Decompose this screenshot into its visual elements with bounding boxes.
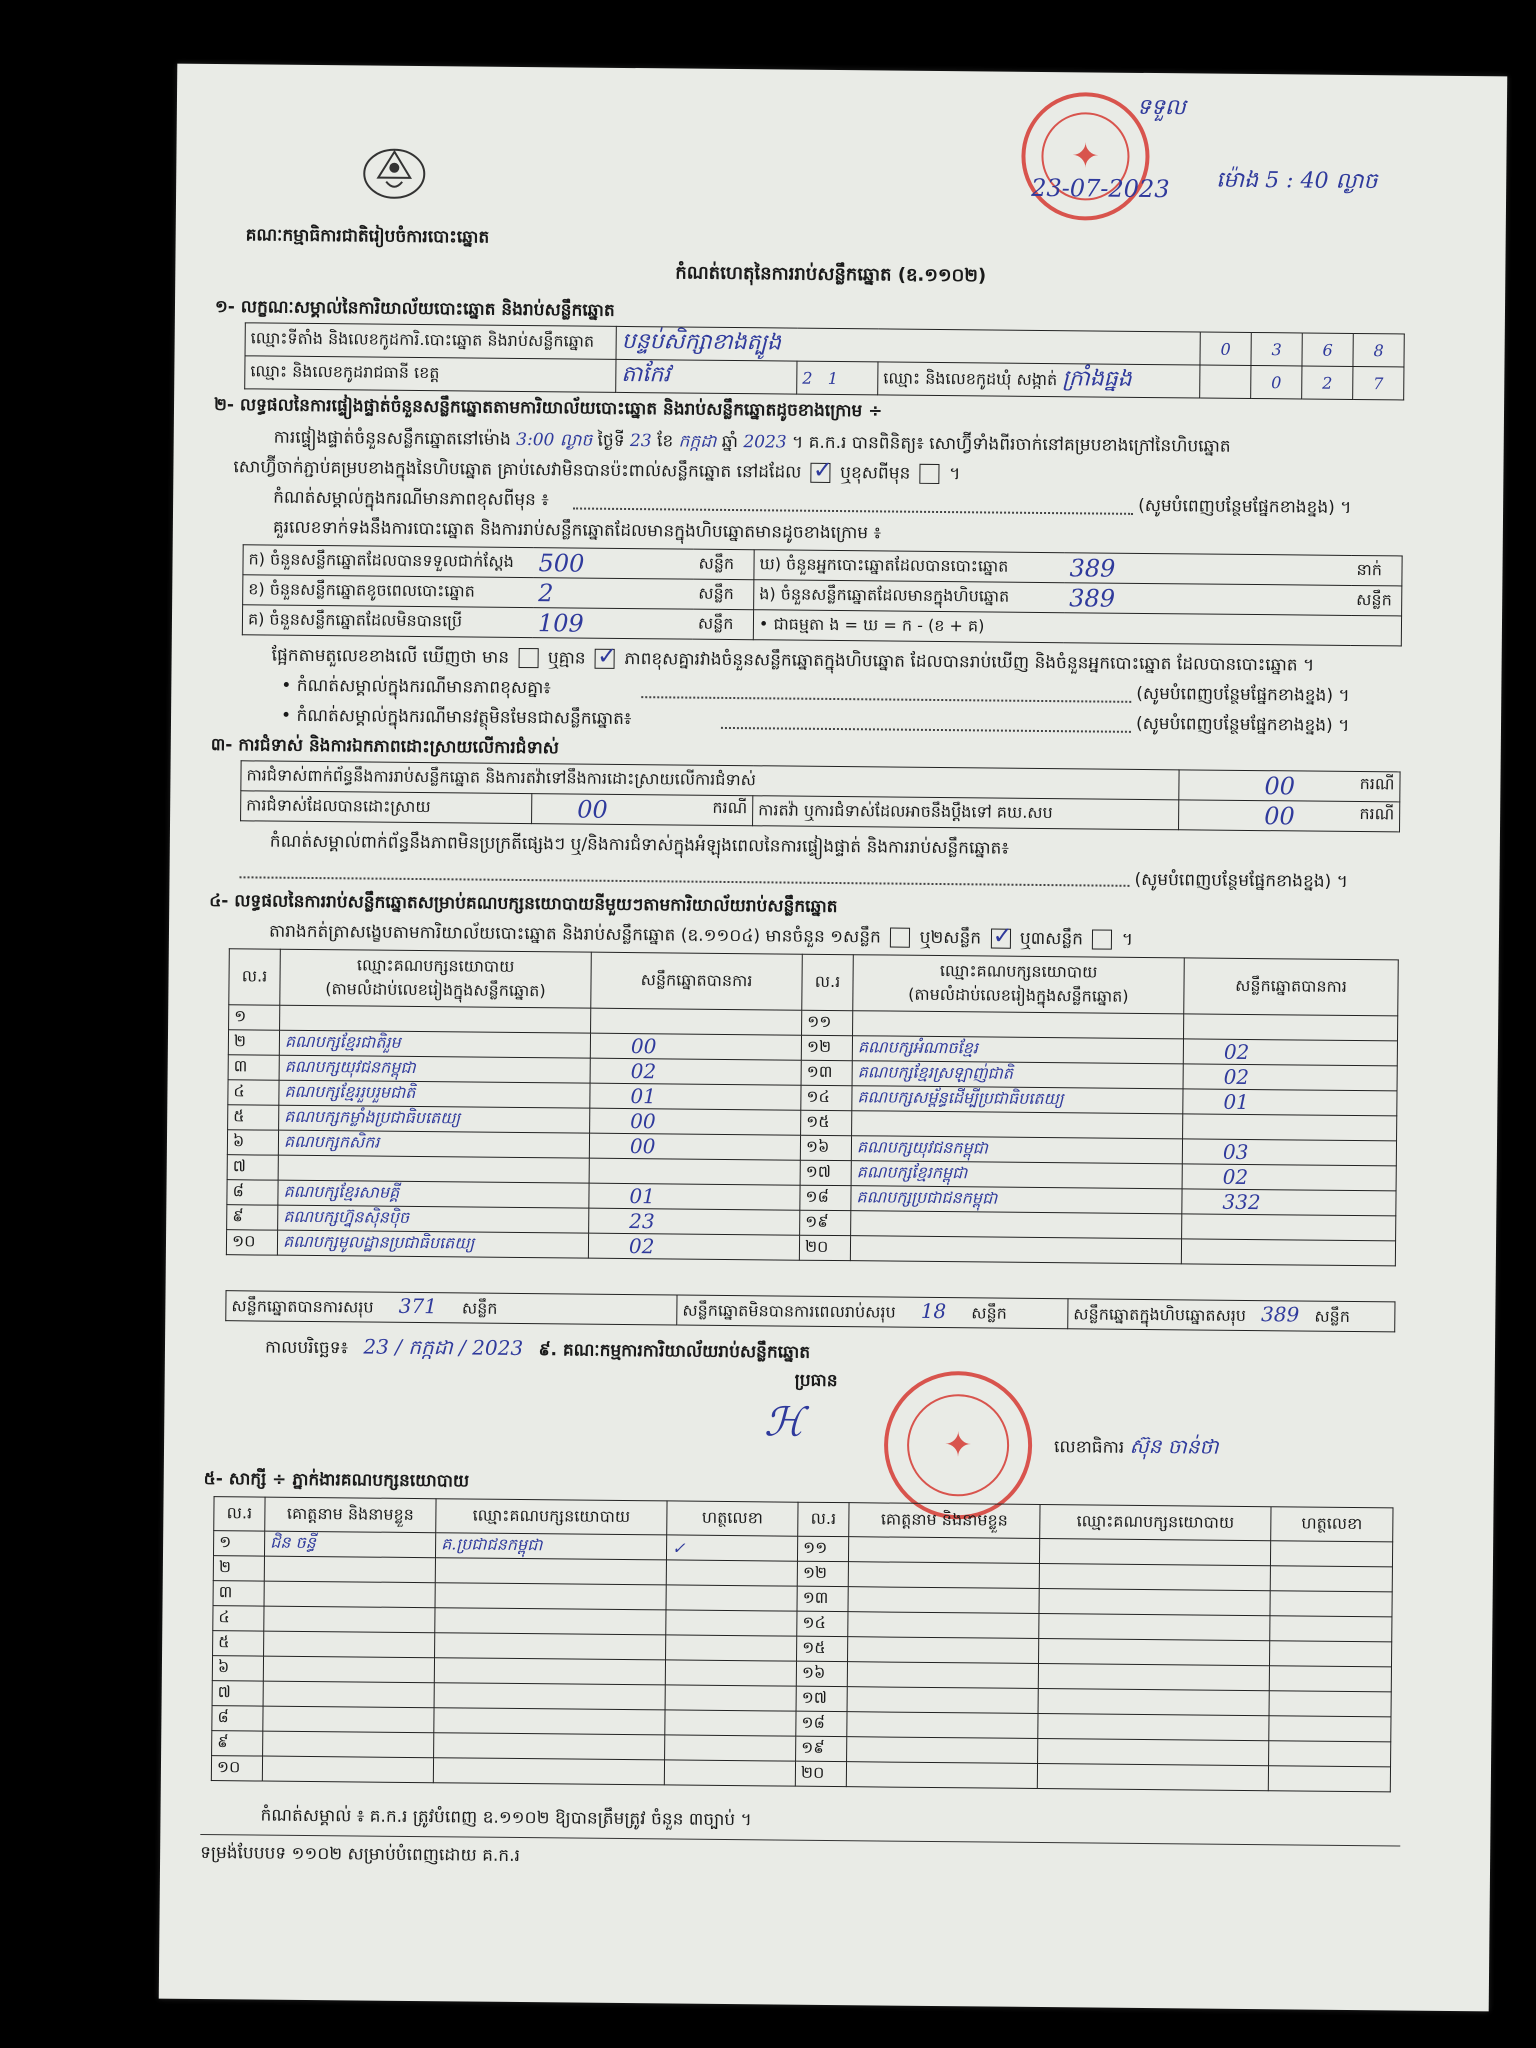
results-party-cell: [853, 1011, 1184, 1039]
col-votes: សន្លឹកឆ្នោតបានការ: [591, 952, 803, 1010]
col-votes: សន្លឹកឆ្នោតបានការ: [1184, 958, 1399, 1016]
witness-sign-cell: [666, 1585, 797, 1611]
witness-party-cell: [1039, 1589, 1270, 1616]
witness-sign-cell: [1269, 1741, 1391, 1767]
results-party-cell: [851, 1211, 1182, 1239]
results-votes-cell: [1184, 1014, 1398, 1041]
commune-label: ឈ្មោះ និងលេខកូដឃុំ សង្កាត់: [883, 368, 1058, 390]
witness-party-cell: [1039, 1539, 1270, 1566]
note1: កំណត់សម្គាល់ក្នុងករណីមានភាពខុសពីមុន ៖: [273, 487, 549, 511]
witness-party-cell: [435, 1558, 666, 1585]
results-no-cell: ១២: [801, 1035, 852, 1060]
chair-signature: ℋ: [764, 1399, 805, 1446]
appeal-value-cell: [1179, 800, 1400, 832]
results-no-cell: ១០: [226, 1230, 277, 1255]
one-sheet-checkbox[interactable]: [890, 928, 910, 948]
province-code-digit: 2: [802, 368, 813, 388]
count-value-text: 389: [1069, 553, 1116, 583]
secretary-label: លេខាធិការ: [1053, 1437, 1125, 1458]
note1-hint: (សូមបំពេញបន្ថែមផ្នែកខាងខ្នង) ។: [1138, 495, 1352, 518]
results-party-cell: គណបក្សមូលដ្ឋានប្រជាធិបតេយ្យ: [277, 1230, 588, 1258]
witness-sign-cell: [1270, 1591, 1392, 1617]
results-no-cell: ៣: [228, 1055, 279, 1080]
province-label: ឈ្មោះ និងលេខកូដរាជធានី ខេត្ត: [245, 356, 616, 393]
p1-b: ថ្ងៃទី: [597, 430, 625, 451]
count-value: [1064, 553, 1351, 586]
col-party-sub: (តាមលំដាប់លេខរៀងក្នុងសន្លឹកឆ្នោត): [325, 978, 546, 1000]
total-invalid-value: 18: [920, 1298, 947, 1324]
witness-no-cell: ១០: [211, 1756, 262, 1781]
col-no: ល.រ: [229, 949, 281, 1005]
section2-paragraph1: [274, 427, 1231, 461]
witness-name-cell: [263, 1681, 434, 1708]
results-votes-cell: 23: [589, 1208, 800, 1235]
office-code-digit: 6: [1302, 333, 1353, 366]
results-party-cell: គណបក្សប្រជាជនកម្ពុជា: [851, 1186, 1182, 1214]
witness-sign-cell: ✓: [666, 1535, 797, 1561]
count-label: ខ) ចំនួនសន្លឹកឆ្នោតខូចពេលបោះឆ្នោត: [243, 575, 534, 608]
results-votes-cell: 01: [1183, 1089, 1397, 1116]
results-votes-cell: 02: [1183, 1039, 1397, 1066]
results-party-cell: គណបក្សសម្ព័ន្ធដើម្បីប្រជាធិបតេយ្យ: [852, 1086, 1183, 1114]
witness-no-cell: ៩: [212, 1731, 263, 1756]
witness-sign-cell: [665, 1710, 796, 1736]
verify-time: 3:00 ល្ងាច: [516, 429, 593, 451]
section1-heading: ១- លក្ខណៈសម្គាល់នៃការិយាល័យបោះឆ្នោត និងរាប់សន្លឹកឆ្នោត: [214, 297, 615, 321]
objection-value: 00: [1264, 771, 1296, 800]
col-party-title: ឈ្មោះគណបក្សនយោបាយ: [356, 954, 515, 976]
office-code-digit: 3: [1251, 332, 1302, 365]
witness-no-cell: ២០: [795, 1761, 846, 1786]
bullet2-dotted-line: [721, 727, 1131, 733]
witness-name-cell: [264, 1606, 435, 1633]
verify-day: 23: [629, 431, 652, 452]
bullet1-dotted-line: [641, 696, 1131, 703]
total-valid-unit: សន្លឹក: [461, 1298, 498, 1318]
results-party-cell: [852, 1111, 1183, 1139]
receipt-time: ម៉ោង 5 : 40 ល្ងាច: [1216, 167, 1378, 195]
witness-sign-cell: [1269, 1666, 1391, 1692]
no-difference-checkbox[interactable]: [595, 649, 615, 669]
results-party-cell: គណបក្សខ្មែរជាតិរួម: [279, 1030, 590, 1058]
results-votes-cell: 332: [1182, 1189, 1396, 1216]
witness-name-cell: [847, 1687, 1038, 1714]
results-votes-cell: 02: [1183, 1064, 1397, 1091]
objection-unit: ករណី: [1359, 773, 1395, 793]
commune-label-cell: [878, 362, 1200, 398]
witness-no-cell: ១៦: [796, 1661, 847, 1686]
results-party-cell: គណបក្សអំណាចខ្មែរ: [852, 1036, 1183, 1064]
results-votes-cell: 02: [1182, 1164, 1396, 1191]
three-sheet-checkbox[interactable]: [1092, 929, 1112, 949]
count-value-text: 389: [1069, 583, 1116, 613]
witness-sign-cell: [664, 1760, 795, 1786]
results-votes-cell: [1181, 1239, 1395, 1266]
formula: • ជាធម្មតា ង = ឃ = ក - (ខ + គ): [753, 610, 1401, 646]
results-no-cell: ១៧: [800, 1160, 851, 1185]
receipt-seal-stamp: ✦: [1021, 92, 1150, 221]
objection-table: [240, 760, 1401, 832]
witness-party-cell: [1039, 1639, 1270, 1666]
witness-name-cell: [264, 1581, 435, 1608]
w-col-no: ល.រ: [214, 1497, 265, 1531]
resolved-unit: ករណី: [712, 797, 748, 817]
witness-party-cell: [1038, 1713, 1269, 1740]
objection-value-cell: [1179, 770, 1400, 802]
results-no-cell: ១៣: [801, 1060, 852, 1085]
total-valid-value: 371: [398, 1293, 437, 1319]
results-votes-cell: 02: [590, 1058, 801, 1085]
commune-code-digit: 0: [1251, 365, 1302, 398]
results-party-cell: គណបក្សខ្មែរស្រឡាញ់ជាតិ: [852, 1061, 1183, 1089]
witness-name-cell: [263, 1731, 434, 1758]
province-code: [797, 361, 878, 395]
office-code-digit: 0: [1200, 332, 1251, 365]
results-votes-cell: 00: [589, 1133, 800, 1160]
col-party: [853, 955, 1185, 1014]
total-invalid-unit: សន្លឹក: [971, 1303, 1007, 1323]
count-table: [242, 544, 1403, 646]
witness-party-cell: [434, 1683, 665, 1710]
committee-line: ៩. គណៈកម្មការការិយាល័យរាប់សន្លឹកឆ្នោត: [538, 1340, 811, 1363]
count-value: [533, 608, 693, 640]
results-no-cell: ១៩: [800, 1210, 851, 1235]
results-no-cell: ១៨: [800, 1185, 851, 1210]
witness-sign-cell: [1270, 1616, 1392, 1642]
results-party-cell: [850, 1236, 1181, 1264]
witness-name-cell: [848, 1587, 1039, 1614]
results-party-cell: [280, 1005, 591, 1033]
witness-no-cell: ៥: [213, 1631, 264, 1656]
committee-name: គណៈកម្មាធិការជាតិរៀបចំការបោះឆ្នោត: [245, 225, 490, 248]
form-title: កំណត់ហេតុនៃការរាប់សន្លឹកឆ្នោត (ឧ.១១០២): [675, 262, 987, 287]
w-col-sign: ហត្ថលេខា: [1271, 1507, 1393, 1542]
witness-name-cell: [848, 1537, 1039, 1564]
office-label: ឈ្មោះទីតាំង និងលេខកូដការិ.បោះឆ្នោត និងរាប់សន្លឹកឆ្នោត: [245, 323, 616, 360]
results-table: [226, 948, 1399, 1266]
witness-no-cell: ៨: [212, 1706, 263, 1731]
results-votes-cell: [1182, 1214, 1396, 1241]
witness-sign-cell: [1268, 1766, 1390, 1792]
count-unit: សន្លឹក: [1351, 585, 1402, 615]
results-votes-cell: [591, 1008, 802, 1035]
witness-no-cell: ៤: [213, 1606, 264, 1631]
bullet1: • កំណត់សម្គាល់ក្នុងករណីមានភាពខុសគ្នា៖: [281, 675, 551, 699]
witness-party-cell: [434, 1658, 665, 1685]
witness-no-cell: ៧: [212, 1681, 263, 1706]
witness-party-cell: [1038, 1738, 1269, 1765]
count-label: ក) ចំនួនសន្លឹកឆ្នោតដែលបានទទួលជាក់ស្តែង: [243, 545, 534, 578]
count-unit: សន្លឹក: [693, 579, 754, 610]
witness-sign-cell: [1269, 1691, 1391, 1717]
witness-table: [211, 1496, 1394, 1792]
witness-name-cell: [846, 1762, 1037, 1789]
p1-c: ខែ: [656, 431, 674, 452]
count-value-text: 2: [538, 578, 554, 607]
witness-name-cell: [847, 1662, 1038, 1689]
witness-no-cell: ១៩: [796, 1736, 847, 1761]
compare-line: [272, 645, 1315, 680]
witness-name-cell: [848, 1562, 1039, 1589]
cambodia-emblem-icon: [358, 137, 431, 204]
results-no-cell: ១៤: [801, 1085, 852, 1110]
results-party-cell: គណបក្សខ្មែរកម្ពុជា: [851, 1161, 1182, 1189]
section1-table: [244, 322, 1405, 400]
intro-a: តារាងកត់ត្រាសង្ខេបតាមការិយាល័យបោះឆ្នោត និងរាប់សន្លឹកឆ្នោត (ឧ.១១០៤) មានចំនួន ១សន្លឹក: [268, 921, 881, 948]
verify-month: កក្កដា: [678, 431, 717, 452]
witness-name-cell: [264, 1556, 435, 1583]
witness-party-cell: គ.ប្រជាជនកម្ពុជា: [435, 1533, 666, 1560]
section4-intro: តារាងកត់ត្រាសង្ខេបតាមការិយាល័យបោះឆ្នោត និងរាប់សន្លឹកឆ្នោត (ឧ.១១០៤) មានចំនួន ១សន្លឹក ឬ២សន្លឹក ✓ ឬ៣សន្លឹក ។: [269, 921, 1133, 954]
count-label: គ) ចំនួនសន្លឹកឆ្នោតដែលមិនបានប្រើ: [242, 605, 533, 638]
w-col-name: គោត្តនាម និងនាមខ្លួន: [849, 1503, 1040, 1539]
w-col-no: ល.រ: [798, 1502, 849, 1536]
receipt-date: 23-07-2023: [1031, 173, 1170, 204]
witness-party-cell: [434, 1708, 665, 1735]
results-no-cell: ៦: [227, 1130, 278, 1155]
section2-paragraph3: គួរលេខទាក់ទងនឹងការបោះឆ្នោត និងការរាប់សន្លឹកឆ្នោតដែលមានក្នុងហិបឆ្នោតមានដូចខាងក្រោម ៖: [272, 517, 882, 544]
form-footer: ទម្រង់បែបបទ ១១០២ សម្រាប់បំពេញដោយ គ.ក.រ: [200, 1842, 521, 1867]
results-party-cell: គណបក្សកសិករ: [278, 1130, 589, 1158]
results-no-cell: ១១: [802, 1010, 853, 1035]
changed-checkbox[interactable]: [920, 464, 940, 484]
commune-value: ក្រាំងធ្នង: [1062, 366, 1132, 392]
total-valid-cell: [226, 1291, 677, 1325]
p2-b: ឬខុសពីមុន: [840, 463, 911, 484]
resolved-value-cell: [532, 794, 753, 826]
results-party-cell: គណបក្សកម្លាំងប្រជាធិបតេយ្យ: [279, 1105, 590, 1133]
totals-table: [225, 1290, 1395, 1332]
results-no-cell: ៧: [227, 1155, 278, 1180]
total-valid-label: សន្លឹកឆ្នោតបានការសរុប: [231, 1296, 374, 1317]
section3-hint: (សូមបំពេញបន្ថែមផ្នែកខាងខ្នង) ។: [1134, 869, 1348, 892]
results-no-cell: ១៦: [800, 1135, 851, 1160]
witness-sign-cell: [1270, 1566, 1392, 1592]
total-box-unit: សន្លឹក: [1314, 1306, 1351, 1326]
witness-no-cell: ១៣: [797, 1586, 848, 1611]
two-sheet-checkbox[interactable]: [990, 929, 1010, 949]
count-value-text: 500: [538, 548, 585, 578]
bullet1-hint: (សូមបំពេញបន្ថែមផ្នែកខាងខ្នង) ។: [1136, 683, 1350, 706]
witness-sign-cell: [666, 1610, 797, 1636]
ballot-count-form: [159, 64, 1508, 2012]
section3-dotted-line: [240, 876, 1130, 887]
witness-sign-cell: [1269, 1641, 1391, 1667]
witness-party-cell: [433, 1758, 664, 1785]
province-code-digit: 1: [827, 368, 839, 388]
witness-sign-cell: [665, 1685, 796, 1711]
results-no-cell: ៨: [227, 1180, 278, 1205]
secretary-line: [1054, 1432, 1219, 1464]
witness-no-cell: ១៧: [796, 1686, 847, 1711]
count-value: [533, 548, 693, 580]
results-no-cell: ១: [229, 1005, 280, 1030]
witness-sign-cell: [1270, 1541, 1392, 1567]
resolved-value: 00: [577, 795, 608, 824]
province-value: តាកែវ: [616, 359, 797, 394]
resolved-label: ការជំទាស់ដែលបានដោះស្រាយ: [241, 791, 532, 824]
witness-party-cell: [435, 1583, 666, 1610]
count-unit: សន្លឹក: [693, 609, 754, 640]
total-invalid-cell: [677, 1295, 1068, 1329]
witness-no-cell: ១១: [797, 1536, 848, 1561]
office-seal-stamp: ✦: [883, 1371, 1032, 1520]
section3-heading: ៣- ការជំទាស់ និងការឯកភាពដោះស្រាយលើការជំទាស់: [210, 735, 559, 759]
count-label: ឃ) ចំនួនអ្នកបោះឆ្នោតដែលបានបោះឆ្នោត: [754, 550, 1065, 583]
count-unit: សន្លឹក: [693, 549, 754, 580]
section5-heading: ៥- សាក្សី ÷ ភ្នាក់ងារគណបក្សនយោបាយ: [203, 1468, 470, 1492]
total-box-cell: [1068, 1299, 1395, 1332]
appeal-value: 00: [1264, 801, 1295, 830]
section4-heading: ៤- លទ្ធផលនៃការរាប់សន្លឹកឆ្នោតសម្រាប់គណបក្សនយោបាយនីមួយៗតាមការិយាល័យរាប់សន្លឹកឆ្នោត: [209, 891, 838, 918]
bullet2-hint: (សូមបំពេញបន្ថែមផ្នែកខាងខ្នង) ។: [1135, 713, 1350, 736]
results-votes-cell: [1183, 1114, 1397, 1141]
col-party-sub: (តាមលំដាប់លេខរៀងក្នុងសន្លឹកឆ្នោត): [908, 984, 1129, 1006]
results-party-cell: [278, 1155, 589, 1183]
verify-year: 2023: [743, 432, 787, 453]
section2-heading: ២- លទ្ធផលនៃការផ្ទៀងផ្ទាត់ចំនួនសន្លឹកឆ្នោតតាមការិយាល័យបោះឆ្នោត និងរាប់សន្លឹកឆ្នោតដូចខាងក្រោម ÷: [213, 395, 883, 422]
witness-no-cell: ១៤: [797, 1611, 848, 1636]
count-label: ង) ចំនួនសន្លឹកឆ្នោតដែលមានក្នុងហិបឆ្នោត: [754, 580, 1065, 613]
bullet2: • កំណត់សម្គាល់ក្នុងករណីមានវត្ថុមិនមែនជាសន្លឹកឆ្នោត៖: [280, 705, 632, 730]
w-col-party: ឈ្មោះគណបក្សនយោបាយ: [1040, 1505, 1271, 1541]
date-value: 23 / កក្កដា / 2023: [363, 1334, 524, 1361]
witness-sign-cell: [1269, 1716, 1391, 1742]
witness-name-cell: [848, 1612, 1039, 1639]
witness-name-cell: [847, 1712, 1038, 1739]
witness-sign-cell: [665, 1735, 796, 1761]
results-party-cell: គណបក្សហ្វ៊ុនស៊ិនប៉ិច: [278, 1205, 589, 1233]
witness-name-cell: [262, 1756, 433, 1783]
results-party-cell: គណបក្សខ្មែរសាមគ្គី: [278, 1180, 589, 1208]
col-no: ល.រ: [802, 954, 854, 1010]
count-value: [533, 578, 693, 610]
results-no-cell: ៤: [228, 1080, 279, 1105]
results-party-cell: គណបក្សយុវជនកម្ពុជា: [851, 1136, 1182, 1164]
results-no-cell: ៩: [227, 1205, 278, 1230]
compare-c: ភាពខុសគ្នារវាងចំនួនសន្លឹកឆ្នោតក្នុងហិបឆ្នោត ដែលបានរាប់ឃើញ និងចំនួនអ្នកបោះឆ្នោត ដែលបានបោះឆ្នោត ។: [624, 648, 1315, 676]
results-no-cell: ២០: [799, 1235, 850, 1260]
witness-party-cell: [1038, 1664, 1269, 1691]
w-col-name: គោត្តនាម និងនាមខ្លួន: [265, 1497, 436, 1533]
intro-c: ឬ៣សន្លឹក: [1019, 928, 1084, 950]
witness-name-cell: [264, 1631, 435, 1658]
witness-name-cell: [847, 1737, 1038, 1764]
witness-no-cell: ៣: [213, 1581, 264, 1606]
witness-party-cell: [435, 1633, 666, 1660]
compare-b: ឬគ្មាន: [547, 648, 586, 669]
count-value-text: 109: [537, 608, 584, 638]
p1-a: ការផ្ទៀងផ្ទាត់ចំនួនសន្លឹកឆ្នោតនៅម៉ោង: [273, 427, 511, 450]
p1-e: ។ គ.ក.រ បានពិនិត្យ៖ សោហ្វ៊ីទាំងពីរចាក់នៅគម្របខាងក្រៅនៃហិបឆ្នោត: [791, 432, 1231, 457]
witness-name-cell: [263, 1656, 434, 1683]
note1-dotted-line: [573, 507, 1133, 514]
receipt-received: ទទួល: [1136, 94, 1186, 121]
w-col-party: ឈ្មោះគណបក្សនយោបាយ: [436, 1499, 667, 1535]
witness-party-cell: [434, 1733, 665, 1760]
total-box-label: សន្លឹកឆ្នោតក្នុងហិបឆ្នោតសរុប: [1073, 1304, 1247, 1325]
witness-sign-cell: [666, 1635, 797, 1661]
chair-title: ប្រធាន: [794, 1370, 838, 1392]
secretary-name: ស៊ុន ចាន់ថា: [1129, 1433, 1219, 1459]
witness-no-cell: ១: [213, 1531, 264, 1556]
witness-party-cell: [435, 1608, 666, 1635]
witness-no-cell: ១៨: [796, 1711, 847, 1736]
witness-no-cell: ១២: [797, 1561, 848, 1586]
results-votes-cell: 00: [590, 1033, 801, 1060]
results-party-cell: គណបក្សខ្មែររួបរួមជាតិ: [279, 1080, 590, 1108]
witness-party-cell: [1039, 1614, 1270, 1641]
witness-name-cell: [263, 1706, 434, 1733]
results-votes-cell: [589, 1158, 800, 1185]
compare-a: ផ្អែកតាមតួលេខខាងលើ ឃើញថា មាន: [271, 645, 510, 668]
total-box-value: 389: [1260, 1302, 1300, 1327]
witness-no-cell: ២: [213, 1556, 264, 1581]
results-no-cell: ១៥: [801, 1110, 852, 1135]
witness-party-cell: [1037, 1763, 1268, 1790]
w-col-sign: ហត្ថលេខា: [667, 1501, 798, 1536]
witness-sign-cell: [665, 1660, 796, 1686]
appeal-label: ការតវ៉ា ឬការជំទាស់ដែលអាចនឹងប្តឹងទៅ គឃ.សប: [753, 796, 1179, 830]
results-no-cell: ២: [228, 1030, 279, 1055]
section3-note: កំណត់សម្គាល់ពាក់ព័ន្ធនឹងភាពមិនប្រក្រតីផ្សេងៗ ឬ/និងការជំទាស់ក្នុងអំឡុងពេលនៃការផ្ទៀងផ្ទាត់ និងការរាប់សន្លឹកឆ្នោត៖: [269, 831, 1009, 859]
appeal-unit: ករណី: [1359, 803, 1395, 823]
results-votes-cell: 01: [590, 1083, 801, 1110]
footnote: កំណត់សម្គាល់ ៖ គ.ក.រ ត្រូវបំពេញ ឧ.១១០២ ឱ្យបានត្រឹមត្រូវ ចំនួន ៣ច្បាប់ ។: [260, 1805, 752, 1831]
witness-party-cell: [1038, 1689, 1269, 1716]
commune-code-digit: 7: [1353, 366, 1404, 399]
date-label: កាលបរិច្ឆេទ៖: [264, 1337, 349, 1359]
results-votes-cell: 01: [589, 1183, 800, 1210]
has-difference-checkbox[interactable]: [518, 648, 538, 668]
commune-code-digit: 2: [1302, 366, 1353, 399]
witness-name-cell: ជិន ចន្ធី: [264, 1531, 435, 1558]
commune-code-blank: [1200, 365, 1251, 398]
results-party-cell: គណបក្សយុវជនកម្ពុជា: [279, 1055, 590, 1083]
count-unit: នាក់: [1351, 555, 1402, 585]
count-value: [1064, 583, 1351, 616]
witness-party-cell: [1039, 1564, 1270, 1591]
intro-b: ឬ២សន្លឹក: [919, 927, 982, 949]
results-votes-cell: 02: [588, 1233, 799, 1260]
office-code-digit: 8: [1353, 333, 1404, 366]
office-value: បន្ទប់សិក្សាខាងត្បូង: [616, 326, 1200, 365]
col-party-title: ឈ្មោះគណបក្សនយោបាយ: [939, 960, 1098, 982]
witness-name-cell: [848, 1637, 1039, 1664]
objection-label: ការជំទាស់ពាក់ព័ន្ធនឹងការរាប់សន្លឹកឆ្នោត និងការតវ៉ាទៅនឹងការដោះស្រាយលើការជំទាស់: [241, 761, 1179, 800]
total-invalid-label: សន្លឹកឆ្នោតមិនបានការពេលរាប់សរុប: [682, 1300, 896, 1322]
p1-d: ឆ្នាំ: [721, 431, 739, 453]
witness-no-cell: ១៥: [797, 1636, 848, 1661]
witness-no-cell: ៦: [212, 1656, 263, 1681]
date-line: [265, 1333, 810, 1368]
col-party: [280, 949, 592, 1008]
witness-sign-cell: [666, 1560, 797, 1586]
results-no-cell: ៥: [228, 1105, 279, 1130]
p2-a: សោហ្វ៊ីចាក់ភ្ជាប់គម្របខាងក្នុងនៃហិបឆ្នោត គ្រាប់សេវាមិនបានប៉ះពាល់សន្លឹកឆ្នោត នៅដដែល: [233, 457, 802, 483]
unchanged-checkbox[interactable]: [811, 463, 831, 483]
results-votes-cell: 00: [590, 1108, 801, 1135]
section2-paragraph2: សោហ្វ៊ីចាក់ភ្ជាប់គម្របខាងក្នុងនៃហិបឆ្នោត គ្រាប់សេវាមិនបានប៉ះពាល់សន្លឹកឆ្នោត នៅដដែល ✓ ឬខុសពីមុន ។: [233, 456, 960, 488]
results-votes-cell: 03: [1182, 1139, 1396, 1166]
